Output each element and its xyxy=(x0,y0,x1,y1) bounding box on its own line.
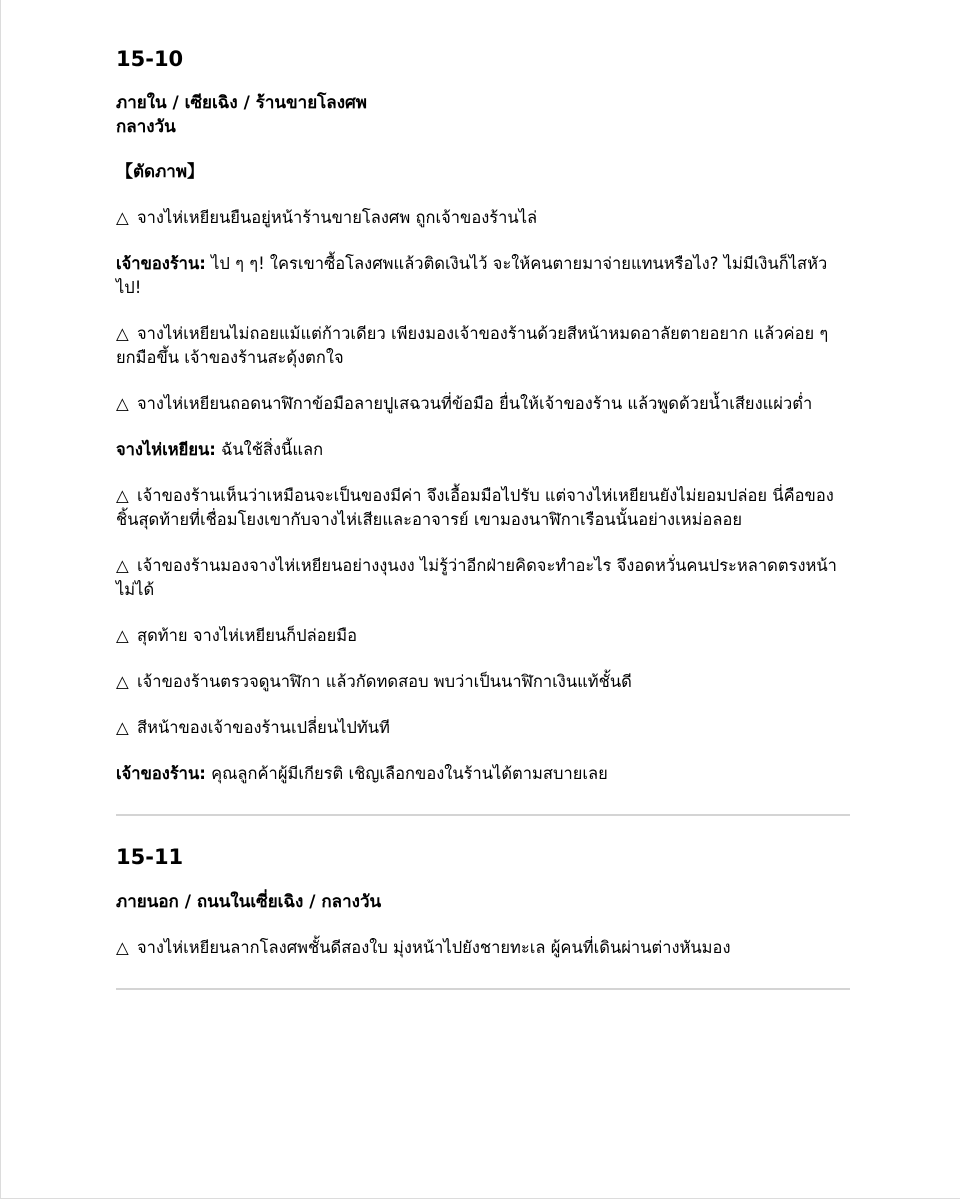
action-text: เจ้าของร้านมองจางไห่เหยียนอย่างงุนงง ไม่รู้ว่าอีกฝ่ายคิดจะทำอะไร จึงอดหวั่นคนประหลาดตรงหน้าไม่ได้ xyxy=(116,556,837,599)
triangle-icon: △ xyxy=(116,324,129,343)
dialogue-text: คุณลูกค้าผู้มีเกียรติ เชิญเลือกของในร้านได้ตามสบายเลย xyxy=(211,764,608,783)
triangle-icon: △ xyxy=(116,486,129,505)
scene-divider xyxy=(116,814,850,816)
scene-heading-line: ภายใน / เซียเฉิง / ร้านขายโลงศพ xyxy=(116,93,367,113)
script-page xyxy=(116,44,852,990)
dialogue-text: ฉันใช้สิ่งนี้แลก xyxy=(221,440,324,459)
scene-heading-line: ภายนอก / ถนนในเซี่ยเฉิง / กลางวัน xyxy=(116,892,382,912)
action-line xyxy=(116,484,852,532)
action-text: จางไห่เหยียนยืนอยู่หน้าร้านขายโลงศพ ถูกเจ้าของร้านไล่ xyxy=(137,208,538,227)
action-line xyxy=(116,936,852,960)
triangle-icon: △ xyxy=(116,208,129,227)
action-line xyxy=(116,206,852,230)
action-text: เจ้าของร้านเห็นว่าเหมือนจะเป็นของมีค่า จึงเอื้อมมือไปรับ แต่จางไห่เหยียนยังไม่ยอมปล่อย นี่คือของชิ้นสุดท้ายที่เชื่อมโยงเขากับจางไห่เสียและอาจารย์ เขามองนาฬิกาเรือนนั้นอย่างเหม่อลอย xyxy=(116,486,834,529)
triangle-icon: △ xyxy=(116,394,129,413)
triangle-icon: △ xyxy=(116,938,129,957)
dialogue-text: ไป ๆ ๆ! ใครเขาซื้อโลงศพแล้วติดเงินไว้ จะให้คนตายมาจ่ายแทนหรือไง? ไม่มีเงินก็ไสหัวไป! xyxy=(116,254,828,297)
action-line xyxy=(116,554,852,602)
action-text: จางไห่เหยียนลากโลงศพชั้นดีสองใบ มุ่งหน้าไปยังชายทะเล ผู้คนที่เดินผ่านต่างหันมอง xyxy=(137,938,731,957)
transition-cut: 【ตัดภาพ】 xyxy=(116,162,205,182)
dialogue-line xyxy=(116,252,852,300)
action-text: จางไห่เหยียนถอดนาฬิกาข้อมือลายปูเสฉวนที่ข้อมือ ยื่นให้เจ้าของร้าน แล้วพูดด้วยน้ำเสียงแผ่วต่ำ xyxy=(137,394,813,413)
action-text: จางไห่เหยียนไม่ถอยแม้แต่ก้าวเดียว เพียงมองเจ้าของร้านด้วยสีหน้าหมดอาลัยตายอยาก แล้วค่อย ๆ ยกมือขึ้น เจ้าของร้านสะดุ้งตกใจ xyxy=(116,324,829,367)
speaker-name: เจ้าของร้าน: xyxy=(116,254,206,273)
action-text: เจ้าของร้านตรวจดูนาฬิกา แล้วกัดทดสอบ พบว่าเป็นนาฬิกาเงินแท้ชั้นดี xyxy=(137,672,632,691)
action-line xyxy=(116,322,852,370)
action-line xyxy=(116,670,852,694)
triangle-icon: △ xyxy=(116,626,129,645)
action-text: สุดท้าย จางไห่เหยียนก็ปล่อยมือ xyxy=(137,626,358,645)
triangle-icon: △ xyxy=(116,672,129,691)
action-text: สีหน้าของเจ้าของร้านเปลี่ยนไปทันที xyxy=(137,718,390,737)
scene-divider xyxy=(116,988,850,990)
speaker-name: จางไห่เหยียน: xyxy=(116,440,216,459)
action-line xyxy=(116,392,852,416)
action-line xyxy=(116,716,852,740)
dialogue-line xyxy=(116,762,852,786)
dialogue-line xyxy=(116,438,852,462)
triangle-icon: △ xyxy=(116,718,129,737)
speaker-name: เจ้าของร้าน: xyxy=(116,764,206,783)
scene-number: 15-10 xyxy=(116,47,184,71)
triangle-icon: △ xyxy=(116,556,129,575)
scene-number: 15-11 xyxy=(116,845,184,869)
scene-heading-line: กลางวัน xyxy=(116,117,176,137)
action-line xyxy=(116,624,852,648)
